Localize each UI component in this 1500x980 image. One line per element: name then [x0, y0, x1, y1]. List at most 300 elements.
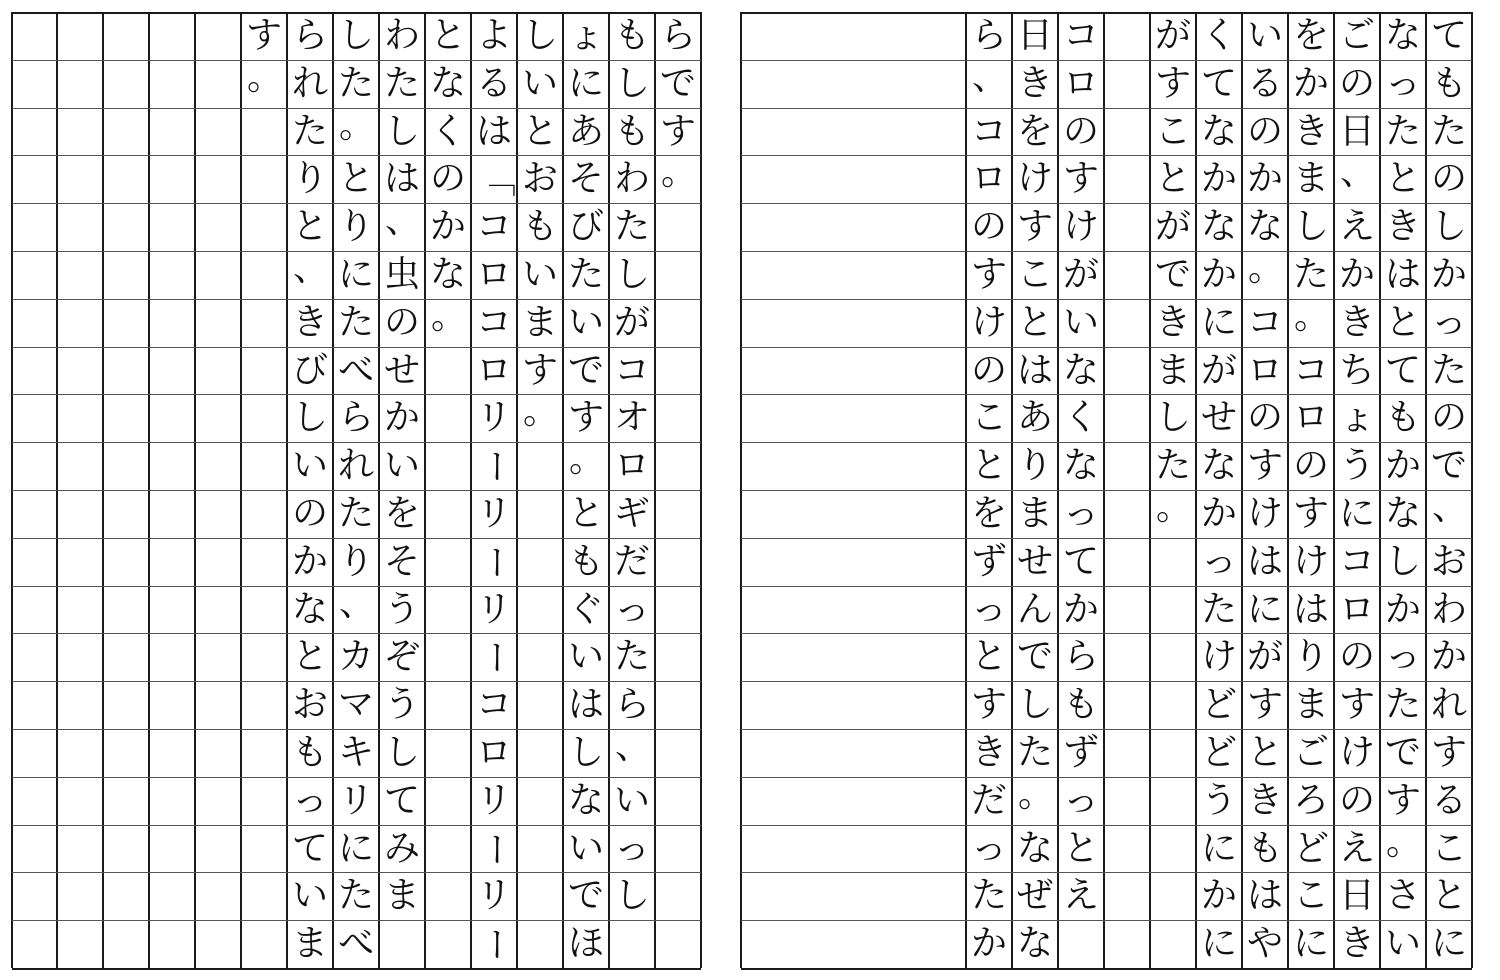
text-column	[195, 12, 241, 968]
character-cell: い	[1384, 923, 1421, 964]
character-cell: コ	[475, 302, 512, 343]
text-column	[425, 12, 471, 968]
character-cell: ぐ	[567, 589, 604, 630]
character-cell: は	[1016, 350, 1053, 391]
character-cell: こ	[1016, 254, 1053, 295]
character-cell: も	[521, 206, 558, 247]
character-cell: べ	[337, 923, 374, 964]
character-cell: に	[1200, 302, 1237, 343]
character-cell: て	[1384, 350, 1421, 391]
character-cell: 日	[1338, 875, 1375, 916]
character-cell: が	[1062, 254, 1099, 295]
character-cell: と	[1384, 158, 1421, 199]
character-cell: ど	[1200, 684, 1237, 725]
character-cell: を	[1292, 15, 1329, 56]
character-cell: ロ	[1062, 63, 1099, 104]
character-cell: く	[1062, 397, 1099, 438]
character-cell: し	[521, 15, 558, 56]
character-cell: た	[1384, 684, 1421, 725]
character-cell: 、	[384, 200, 421, 241]
character-cell: に	[1338, 493, 1375, 534]
character-cell: っ	[291, 780, 328, 821]
character-cell: っ	[1062, 493, 1099, 534]
character-cell: 日	[1016, 15, 1053, 56]
character-cell: け	[1016, 158, 1053, 199]
text-column	[1058, 12, 1104, 968]
character-cell: ロ	[475, 254, 512, 295]
character-cell: ぞ	[383, 636, 420, 677]
character-cell: た	[337, 493, 374, 534]
character-cell: く	[1200, 15, 1237, 56]
character-cell: す	[1246, 445, 1283, 486]
character-cell: 。	[1017, 774, 1054, 815]
character-cell: ょ	[567, 15, 604, 56]
character-cell: ー	[474, 831, 515, 867]
character-cell: も	[1062, 684, 1099, 725]
character-cell: た	[567, 254, 604, 295]
character-cell: コ	[970, 111, 1007, 152]
character-cell: び	[567, 206, 604, 247]
character-cell: も	[1384, 397, 1421, 438]
character-cell: せ	[1016, 541, 1053, 582]
character-cell: の	[1292, 445, 1329, 486]
character-cell: コ	[613, 350, 650, 391]
character-cell: と	[970, 636, 1007, 677]
character-cell: き	[1338, 302, 1375, 343]
character-cell: こ	[1154, 111, 1191, 152]
character-cell: し	[567, 732, 604, 773]
text-column	[1196, 12, 1242, 968]
character-cell: し	[383, 732, 420, 773]
character-cell: コ	[1292, 350, 1329, 391]
character-cell: カ	[337, 636, 374, 677]
character-cell: キ	[337, 732, 374, 773]
character-cell: せ	[383, 350, 420, 391]
character-cell: ま	[1292, 158, 1329, 199]
character-cell: け	[1200, 636, 1237, 677]
character-cell: な	[1062, 350, 1099, 391]
character-cell: に	[1292, 923, 1329, 964]
character-cell: い	[567, 636, 604, 677]
character-cell: な	[1062, 445, 1099, 486]
text-column	[241, 12, 287, 968]
character-cell: も	[1430, 63, 1467, 104]
character-cell: け	[1338, 732, 1375, 773]
character-cell: れ	[337, 445, 374, 486]
character-cell: と	[291, 636, 328, 677]
character-cell: っ	[970, 828, 1007, 869]
character-cell: の	[1246, 397, 1283, 438]
text-column	[609, 12, 655, 968]
character-cell: た	[1384, 111, 1421, 152]
character-cell: す	[1154, 63, 1191, 104]
character-cell: た	[970, 875, 1007, 916]
character-cell: か	[1200, 493, 1237, 534]
character-cell: き	[1154, 302, 1191, 343]
character-cell: が	[1246, 636, 1283, 677]
character-cell: か	[1338, 254, 1375, 295]
character-cell: う	[1200, 780, 1237, 821]
character-cell: か	[1200, 254, 1237, 295]
character-cell: も	[613, 111, 650, 152]
character-cell: と	[1246, 732, 1283, 773]
character-cell: か	[1430, 636, 1467, 677]
character-cell: す	[1292, 493, 1329, 534]
character-cell: ロ	[1246, 350, 1283, 391]
character-cell: な	[1016, 923, 1053, 964]
character-cell: え	[1338, 206, 1375, 247]
character-cell: に	[1430, 923, 1467, 964]
character-cell: っ	[1384, 636, 1421, 677]
character-cell: し	[337, 15, 374, 56]
character-cell: な	[567, 780, 604, 821]
character-cell: の	[970, 206, 1007, 247]
character-cell: き	[1338, 923, 1375, 964]
character-cell: か	[1200, 158, 1237, 199]
character-cell: し	[291, 397, 328, 438]
text-column	[287, 12, 333, 968]
character-cell: に	[1200, 828, 1237, 869]
character-cell: だ	[613, 541, 650, 582]
character-cell: す	[1384, 780, 1421, 821]
character-cell: と	[1384, 302, 1421, 343]
character-cell: ら	[337, 397, 374, 438]
character-cell: す	[567, 397, 604, 438]
character-cell: け	[1246, 493, 1283, 534]
character-cell: け	[970, 302, 1007, 343]
character-cell: り	[1292, 636, 1329, 677]
character-cell: す	[1338, 684, 1375, 725]
character-cell: っ	[1062, 780, 1099, 821]
character-cell: い	[1246, 15, 1283, 56]
character-cell: わ	[383, 15, 420, 56]
character-cell: ら	[613, 684, 650, 725]
character-cell: と	[1154, 158, 1191, 199]
character-cell: に	[1200, 923, 1237, 964]
character-cell: す	[1430, 732, 1467, 773]
character-cell: す	[970, 254, 1007, 295]
character-cell: て	[1430, 15, 1467, 56]
character-cell: で	[659, 63, 696, 104]
character-cell: か	[1062, 589, 1099, 630]
character-cell: と	[1062, 828, 1099, 869]
character-cell: そ	[383, 541, 420, 582]
character-cell: の	[1062, 111, 1099, 152]
character-cell: ず	[970, 541, 1007, 582]
character-cell: と	[1016, 302, 1053, 343]
character-cell: 、	[614, 726, 651, 767]
row-rule	[12, 968, 701, 970]
character-cell: も	[613, 15, 650, 56]
character-cell: 、	[292, 248, 329, 289]
character-cell: あ	[567, 111, 604, 152]
character-cell: を	[383, 493, 420, 534]
text-column	[1288, 12, 1334, 968]
character-cell: し	[1292, 206, 1329, 247]
character-cell: ら	[970, 15, 1007, 56]
character-cell: き	[1016, 63, 1053, 104]
character-cell: た	[1154, 445, 1191, 486]
character-cell: た	[613, 636, 650, 677]
text-column	[563, 12, 609, 968]
character-cell: す	[1062, 158, 1099, 199]
character-cell: 日	[1338, 111, 1375, 152]
character-cell: ま	[1292, 684, 1329, 725]
character-cell: と	[1430, 875, 1467, 916]
character-cell: う	[1338, 445, 1375, 486]
character-cell: か	[1430, 254, 1467, 295]
character-cell: び	[291, 350, 328, 391]
character-cell: き	[291, 302, 328, 343]
text-column	[517, 12, 563, 968]
character-cell: し	[613, 875, 650, 916]
character-cell: か	[1384, 445, 1421, 486]
character-cell: か	[291, 541, 328, 582]
character-cell: そ	[567, 158, 604, 199]
character-cell: ロ	[613, 445, 650, 486]
character-cell: ロ	[1292, 397, 1329, 438]
character-cell: で	[1016, 636, 1053, 677]
character-cell: リ	[475, 875, 512, 916]
character-cell: い	[613, 780, 650, 821]
character-cell: ロ	[475, 732, 512, 773]
character-cell: と	[337, 158, 374, 199]
character-cell: り	[337, 541, 374, 582]
character-cell: っ	[613, 828, 650, 869]
character-cell: リ	[337, 780, 374, 821]
character-cell: 。	[1293, 296, 1330, 337]
character-cell: よ	[475, 15, 512, 56]
character-cell: ま	[1154, 350, 1191, 391]
character-cell: 。	[568, 439, 605, 480]
character-cell: オ	[613, 397, 650, 438]
character-cell: の	[383, 302, 420, 343]
text-column	[1334, 12, 1380, 968]
character-cell: ず	[1062, 732, 1099, 773]
character-cell: 。	[1247, 248, 1284, 289]
text-column	[1104, 12, 1150, 968]
text-column	[1150, 12, 1196, 968]
character-cell: か	[1292, 63, 1329, 104]
character-cell: お	[1430, 541, 1467, 582]
character-cell: い	[291, 445, 328, 486]
character-cell: ん	[1016, 589, 1053, 630]
character-cell: リ	[475, 493, 512, 534]
character-cell: か	[1200, 875, 1237, 916]
character-cell: た	[1292, 254, 1329, 295]
character-cell: お	[521, 158, 558, 199]
character-cell: 、	[1339, 152, 1376, 193]
character-cell: し	[1430, 206, 1467, 247]
character-cell: が	[613, 302, 650, 343]
character-cell: す	[245, 15, 282, 56]
character-cell: ご	[1338, 15, 1375, 56]
character-cell: っ	[1430, 302, 1467, 343]
character-cell: ま	[383, 875, 420, 916]
character-cell: え	[1062, 875, 1099, 916]
character-cell: の	[291, 493, 328, 534]
character-cell: ぜ	[1016, 875, 1053, 916]
character-cell: き	[1292, 111, 1329, 152]
character-cell: て	[383, 780, 420, 821]
text-column	[379, 12, 425, 968]
text-column	[471, 12, 517, 968]
character-cell: 。	[338, 105, 375, 146]
character-cell: た	[1200, 589, 1237, 630]
character-cell: 虫	[383, 254, 420, 295]
character-cell: っ	[613, 589, 650, 630]
character-cell: す	[521, 350, 558, 391]
character-cell: と	[429, 15, 466, 56]
character-cell: っ	[1384, 63, 1421, 104]
character-cell: と	[521, 111, 558, 152]
character-cell: の	[1430, 158, 1467, 199]
character-cell: リ	[475, 589, 512, 630]
character-cell: い	[1062, 302, 1099, 343]
character-cell: 。	[246, 57, 283, 98]
character-cell: し	[1384, 541, 1421, 582]
character-cell: 「	[474, 161, 515, 197]
character-cell: な	[1200, 206, 1237, 247]
character-cell: て	[291, 828, 328, 869]
character-cell: ち	[1338, 350, 1375, 391]
character-cell: い	[521, 254, 558, 295]
character-cell: て	[1062, 541, 1099, 582]
character-cell: た	[1430, 350, 1467, 391]
character-cell: 。	[660, 152, 697, 193]
character-cell: ろ	[1292, 780, 1329, 821]
character-cell: を	[970, 493, 1007, 534]
character-cell: か	[1246, 158, 1283, 199]
character-cell: え	[1338, 828, 1375, 869]
character-cell: て	[1200, 63, 1237, 104]
character-cell: ら	[1062, 636, 1099, 677]
character-cell: ほ	[567, 923, 604, 964]
character-cell: た	[383, 63, 420, 104]
character-cell: は	[1246, 875, 1283, 916]
character-cell: に	[567, 63, 604, 104]
character-cell: で	[1430, 445, 1467, 486]
character-cell: わ	[1430, 589, 1467, 630]
character-cell: だ	[970, 780, 1007, 821]
character-cell: マ	[337, 684, 374, 725]
character-cell: コ	[1338, 541, 1375, 582]
character-cell: る	[475, 63, 512, 104]
character-cell: 。	[522, 391, 559, 432]
character-cell: た	[1016, 732, 1053, 773]
character-cell: で	[567, 350, 604, 391]
character-cell: べ	[337, 350, 374, 391]
character-cell: な	[1384, 493, 1421, 534]
character-cell: ょ	[1338, 397, 1375, 438]
character-cell: に	[337, 828, 374, 869]
character-cell: も	[291, 732, 328, 773]
character-cell: ロ	[970, 158, 1007, 199]
character-cell: 、	[971, 57, 1008, 98]
character-cell: た	[1430, 111, 1467, 152]
character-cell: こ	[1430, 828, 1467, 869]
character-cell: か	[970, 923, 1007, 964]
character-cell: た	[291, 111, 328, 152]
character-cell: ま	[291, 923, 328, 964]
character-cell: お	[291, 684, 328, 725]
character-cell: す	[1246, 684, 1283, 725]
character-cell: る	[1246, 63, 1283, 104]
character-cell: っ	[1200, 541, 1237, 582]
character-cell: 、	[1431, 487, 1468, 528]
character-cell: れ	[291, 63, 328, 104]
character-cell: た	[337, 63, 374, 104]
character-cell: り	[1016, 445, 1053, 486]
character-cell: い	[521, 63, 558, 104]
character-cell: な	[429, 63, 466, 104]
character-cell: が	[1154, 15, 1191, 56]
character-cell: く	[429, 111, 466, 152]
character-cell: ま	[1016, 493, 1053, 534]
character-cell: り	[337, 206, 374, 247]
character-cell: で	[567, 875, 604, 916]
character-cell: か	[383, 397, 420, 438]
character-cell: が	[1154, 206, 1191, 247]
character-cell: い	[291, 875, 328, 916]
character-cell: に	[1246, 589, 1283, 630]
character-cell: ギ	[613, 493, 650, 534]
character-cell: き	[970, 732, 1007, 773]
character-cell: ロ	[475, 350, 512, 391]
character-cell: き	[1246, 780, 1283, 821]
character-cell: う	[383, 684, 420, 725]
character-cell: こ	[1292, 875, 1329, 916]
character-cell: か	[429, 206, 466, 247]
character-cell: 。	[1385, 822, 1422, 863]
character-cell: り	[291, 158, 328, 199]
character-cell: な	[1384, 15, 1421, 56]
character-cell: し	[383, 111, 420, 152]
character-cell: し	[1154, 397, 1191, 438]
character-cell: の	[1338, 63, 1375, 104]
character-cell: ー	[474, 448, 515, 484]
character-cell: の	[1338, 636, 1375, 677]
character-cell: こ	[970, 397, 1007, 438]
character-cell: れ	[1430, 684, 1467, 725]
character-cell: し	[613, 63, 650, 104]
character-cell: 、	[338, 583, 375, 624]
character-cell: リ	[475, 397, 512, 438]
text-column	[1242, 12, 1288, 968]
character-cell: な	[1246, 206, 1283, 247]
text-column	[1380, 12, 1426, 968]
character-cell: の	[1246, 111, 1283, 152]
character-cell: ら	[659, 15, 696, 56]
character-cell: な	[429, 254, 466, 295]
text-column	[333, 12, 379, 968]
character-cell: は	[1246, 541, 1283, 582]
character-cell: と	[567, 493, 604, 534]
character-cell: か	[1384, 589, 1421, 630]
character-cell: き	[1384, 206, 1421, 247]
character-cell: ー	[474, 639, 515, 675]
character-cell: ロ	[1338, 589, 1375, 630]
character-cell: ご	[1292, 732, 1329, 773]
character-cell: は	[383, 158, 420, 199]
character-cell: の	[429, 158, 466, 199]
character-cell: ー	[474, 544, 515, 580]
character-cell: コ	[475, 684, 512, 725]
character-cell: さ	[1384, 875, 1421, 916]
character-cell: な	[1016, 828, 1053, 869]
character-cell: で	[1154, 254, 1191, 295]
character-cell: た	[337, 875, 374, 916]
